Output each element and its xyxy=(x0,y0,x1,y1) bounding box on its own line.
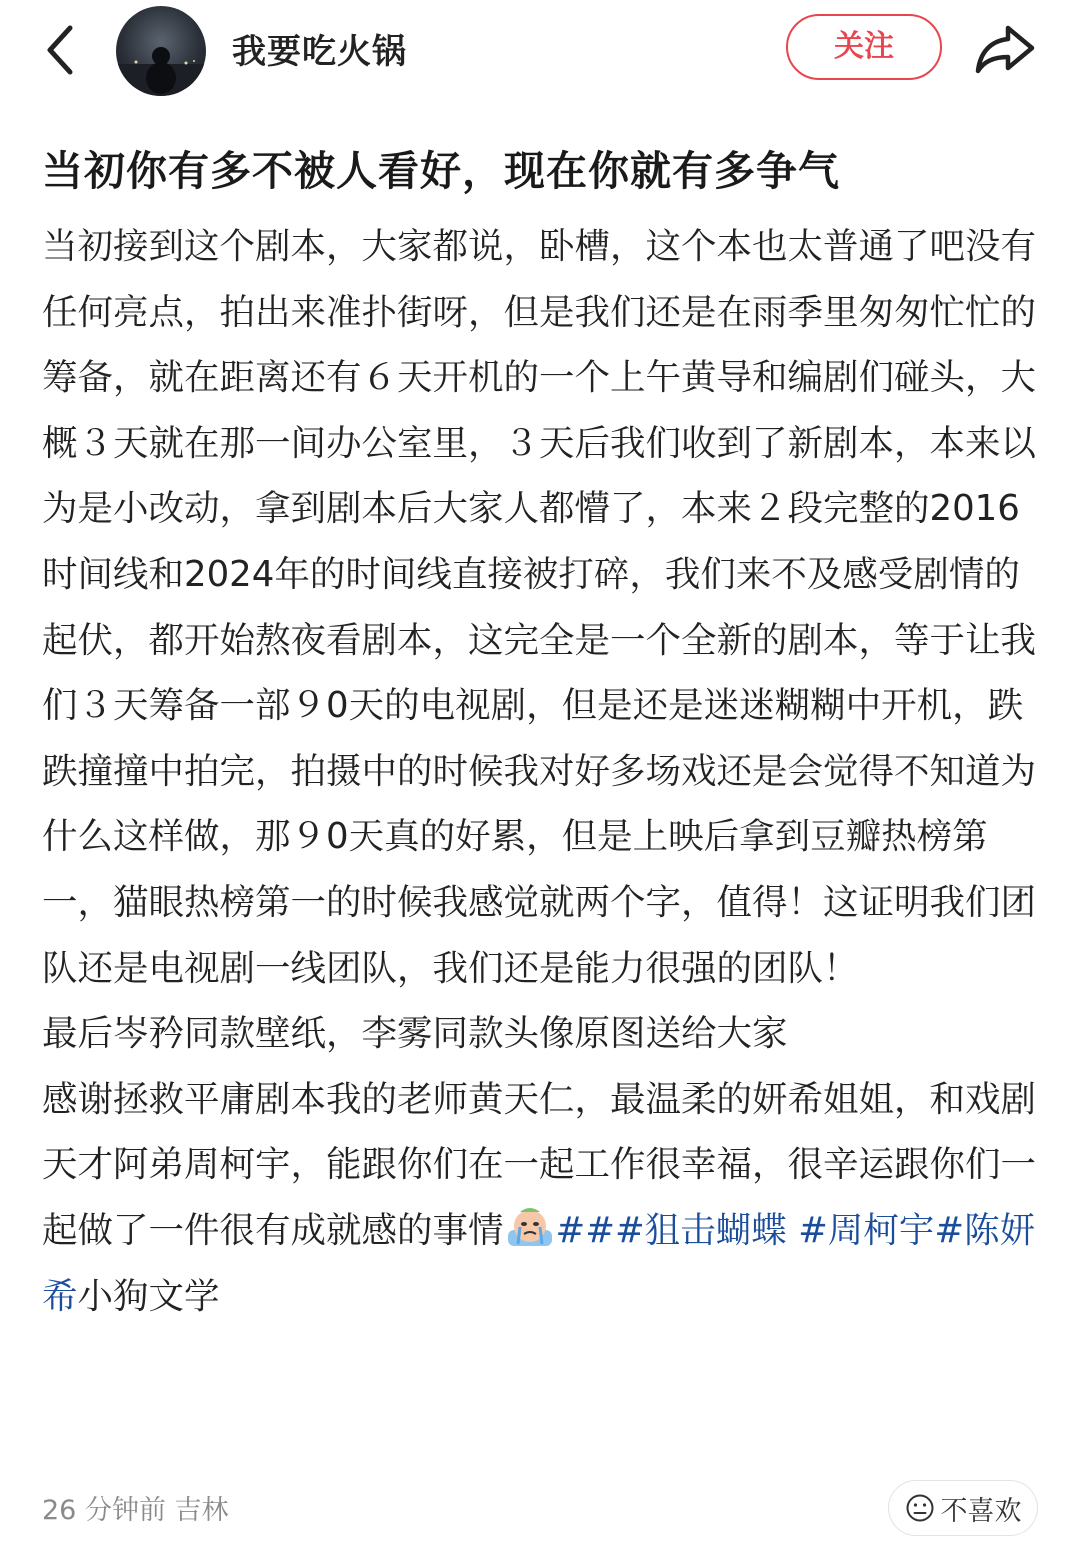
follow-button[interactable]: 关注 xyxy=(786,14,942,80)
share-button[interactable] xyxy=(972,18,1038,78)
post-title: 当初你有多不被人看好，现在你就有多争气 xyxy=(42,147,840,195)
dislike-label: 不喜欢 xyxy=(940,1495,1022,1527)
post-paragraph: 当初接到这个剧本，大家都说，卧槽，这个本也太普通了吧没有任何亮点，拍出来准扑街呀，但是我们还是在雨季里匆匆忙忙的筹备，就在距离还有６天开机的一个上午黄导和编剧们碰头，大概３天就在那一间办公室里，３天后我们收到了新剧本，本来以为是小改动，拿到剧本后大家人都懵了，本来２段完整的2016时间线和2024年的时间线直接被打碎，我们来不及感受剧情的起伏，都开始熬夜看剧本，这完全是一个全新的剧本，等于让我们３天筹备一部９0天的电视剧，但是还是迷迷糊糊中开机，跌跌撞撞中拍完，拍摄中的时候我对好多场戏还是会觉得不知道为什么这样做，那９0天真的好累，但是上映后拿到豆瓣热榜第一，猫眼热榜第一的时候我感觉就两个字，值得！这证明我们团队还是电视剧一线团队，我们还是能力很强的团队！ xyxy=(42,226,1037,989)
back-button[interactable] xyxy=(38,20,88,80)
avatar-image xyxy=(116,6,206,96)
hashtag-link[interactable]: #陈妍希 xyxy=(42,1209,1036,1317)
author-name[interactable]: 我要吃火锅 xyxy=(232,32,407,72)
post-text: 小狗文学 xyxy=(77,1275,220,1317)
post-paragraph xyxy=(42,1067,1040,1329)
post-meta: 26 分钟前 吉林 xyxy=(42,1495,229,1526)
hashtag-link[interactable]: 狙击蝴蝶 xyxy=(644,1209,787,1251)
crying-face-emoji-icon xyxy=(506,1204,554,1248)
hashtag-link[interactable]: #周柯宇 xyxy=(798,1209,935,1251)
post-text: 感谢拯救平庸剧本我的老师黄天仁，最温柔的妍希姐姐，和戏剧天才阿弟周柯宇，能跟你们在一起工作很幸福，很辛运跟你们一起做了一件很有成就感的事情 xyxy=(42,1078,1037,1251)
chevron-left-icon xyxy=(38,20,88,80)
post-paragraph: 最后岑矜同款壁纸，李雾同款头像原图送给大家 xyxy=(42,1013,788,1055)
share-arrow-icon xyxy=(972,18,1038,78)
post-body xyxy=(42,214,1040,1329)
neutral-face-icon xyxy=(905,1493,935,1523)
hashtag-marks: ### xyxy=(555,1209,645,1251)
top-bar xyxy=(0,0,1080,100)
author-avatar[interactable] xyxy=(116,6,206,96)
dislike-button[interactable] xyxy=(888,1480,1038,1536)
